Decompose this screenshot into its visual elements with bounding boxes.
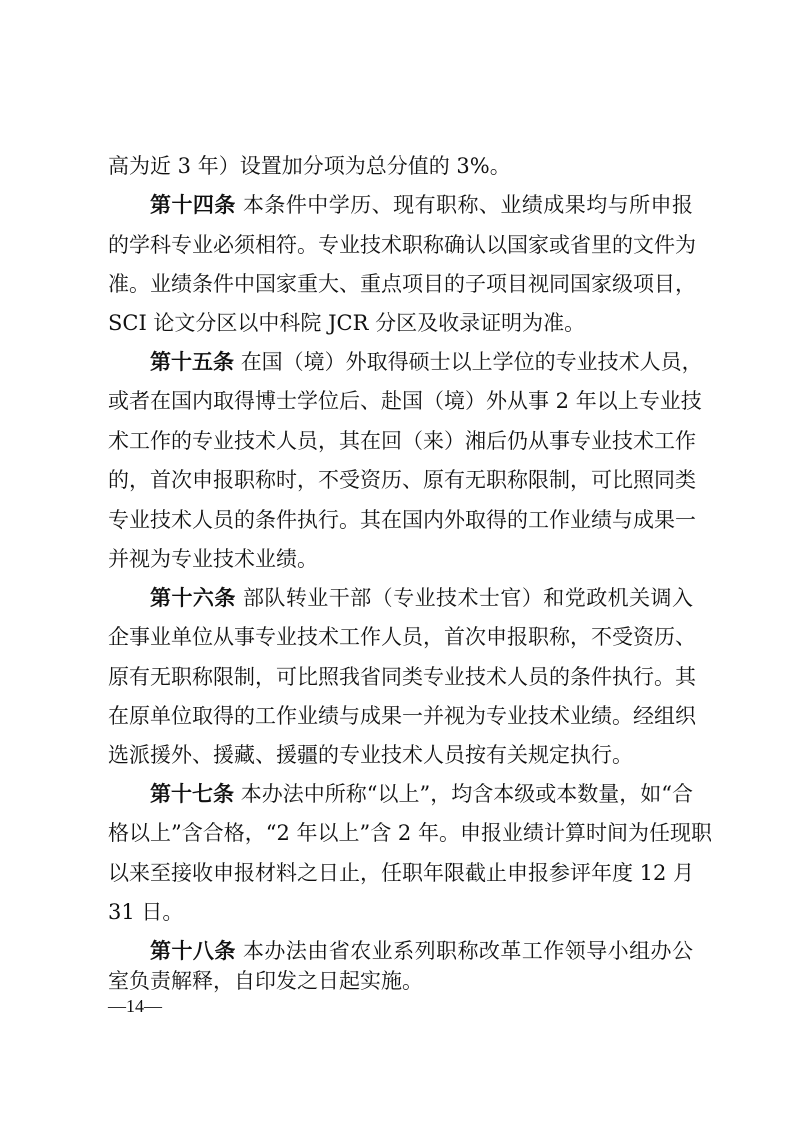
article-text: 本办法中所称“以上”，均含本级或本数量，如“合 [240, 782, 693, 806]
text-line: 专业技术人员的条件执行。其在国内外取得的工作业绩与成果一 [108, 508, 696, 532]
article-label: 第十四条 [150, 192, 236, 217]
text-line: 高为近 3 年）设置加分项为总分值的 3%。 [108, 154, 511, 178]
text-line: 或者在国内取得博士学位后、赴国（境）外从事 2 年以上专业技 [108, 389, 702, 413]
text-line: 在原单位取得的工作业绩与成果一并视为专业技术业绩。经组织 [108, 704, 696, 728]
text-line: 选派援外、援藏、援疆的专业技术人员按有关规定执行。 [108, 743, 633, 767]
text-line: 企事业单位从事专业技术工作人员，首次申报职称，不受资历、 [108, 625, 696, 649]
article-14-first-line [150, 190, 693, 220]
text-line: 31 日。 [108, 900, 184, 924]
text-line: 原有无职称限制，可比照我省同类专业技术人员的条件执行。其 [108, 665, 696, 689]
text-line: 以来至接收申报材料之日止，任职年限截止申报参评年度 12 月 [108, 861, 695, 885]
text-line: SCI 论文分区以中科院 JCR 分区及收录证明为准。 [108, 311, 586, 335]
text-line: 室负责解释，自印发之日起实施。 [108, 969, 423, 993]
article-text: 在国（境）外取得硕士以上学位的专业技术人员， [240, 350, 703, 374]
article-text: 部队转业干部（专业技术士官）和党政机关调入 [242, 586, 694, 610]
article-15-first-line [150, 347, 703, 377]
article-text: 本办法由省农业系列职称改革工作领导小组办公 [242, 939, 694, 963]
text-line: 准。业绩条件中国家重大、重点项目的子项目视同国家级项目， [108, 272, 696, 296]
article-17-first-line [150, 779, 693, 809]
article-16-first-line [150, 583, 693, 613]
text-line: 并视为专业技术业绩。 [108, 547, 318, 571]
text-line: 格以上”含合格，“2 年以上”含 2 年。申报业绩计算时间为任现职 [108, 821, 712, 845]
text-line: 的，首次申报职称时，不受资历、原有无职称限制，可比照同类 [108, 468, 696, 492]
article-18-first-line [150, 936, 693, 966]
article-label: 第十七条 [150, 781, 235, 806]
text-line: 术工作的专业技术人员，其在回（来）湘后仍从事专业技术工作 [108, 429, 696, 453]
text-line: 的学科专业必须相符。专业技术职称确认以国家或省里的文件为 [108, 233, 696, 257]
article-label: 第十六条 [150, 585, 236, 610]
page-number: —14— [108, 996, 162, 1016]
article-label: 第十五条 [150, 349, 234, 374]
article-text: 本条件中学历、现有职称、业绩成果均与所申报 [242, 193, 694, 217]
article-label: 第十八条 [150, 938, 236, 963]
